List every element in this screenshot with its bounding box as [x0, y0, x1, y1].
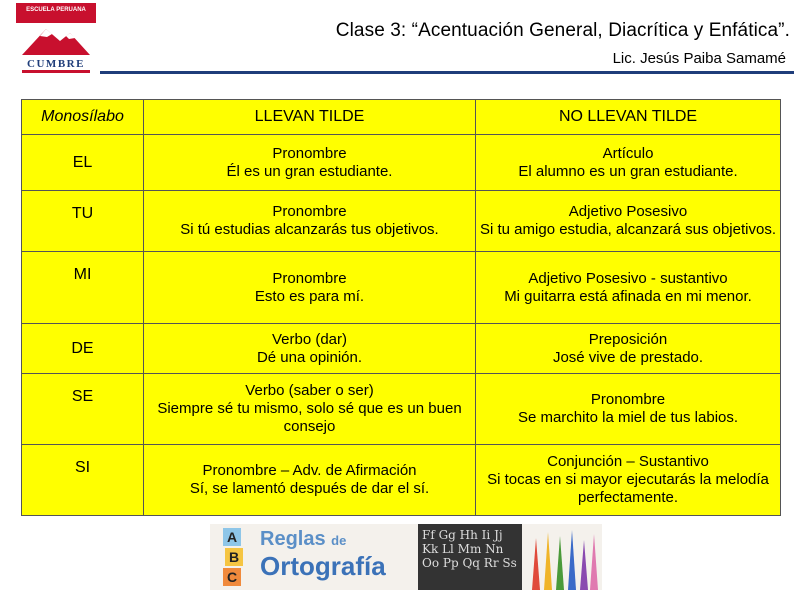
no-tilde-example: Si tu amigo estudia, alcanzará sus objetivos.: [480, 221, 776, 238]
tilde-title: Pronombre: [272, 203, 347, 220]
table-row: [22, 445, 781, 516]
monosilabo-cell: SE: [22, 374, 144, 445]
header-no-llevan-tilde: NO LLEVAN TILDE: [476, 100, 781, 135]
tilde-cell: [144, 135, 476, 191]
logo-text-main: CUMBRE: [27, 58, 85, 70]
no-tilde-cell: [476, 135, 781, 191]
table-row: [22, 374, 781, 445]
tilde-title: Verbo (saber o ser): [245, 382, 374, 399]
tilde-title: Pronombre: [272, 144, 347, 162]
no-tilde-cell: [476, 374, 781, 445]
banner-reglas: Reglas de: [260, 528, 347, 550]
no-tilde-title: Adjetivo Posesivo: [568, 203, 688, 220]
no-tilde-cell: [476, 191, 781, 252]
author-name: Lic. Jesús Paiba Samamé: [612, 50, 786, 67]
table-row: [22, 191, 781, 252]
no-tilde-cell: [476, 252, 781, 324]
abc-blocks-icon: [213, 526, 253, 588]
monosilabo-cell: MI: [22, 252, 144, 324]
no-tilde-example: Mi guitarra está afinada en mi menor.: [504, 287, 752, 305]
monosilabo-cell: TU: [22, 191, 144, 252]
table-row: [22, 135, 781, 191]
tilde-title: Verbo (dar): [271, 330, 348, 348]
tilde-example: Él es un gran estudiante.: [226, 162, 393, 180]
chalkboard: [418, 524, 522, 590]
tilde-example: Siempre sé tu mismo, solo sé que es un buen consejo: [157, 400, 462, 435]
tilde-cell: [144, 374, 476, 445]
logo-text-top: ESCUELA PERUANA: [26, 7, 86, 13]
tilde-cell: [144, 324, 476, 374]
chalkboard-letters: Ff Gg Hh Ii Jj Kk Ll Mm Nn Oo Pp Qq Rr Ss: [422, 528, 517, 570]
block-b: B: [225, 548, 243, 566]
reglas-ortografia-banner: [210, 524, 602, 590]
tilde-title: Pronombre: [272, 269, 347, 287]
monosilabo-cell: DE: [22, 324, 144, 374]
no-tilde-example: Se marchito la miel de tus labios.: [517, 409, 739, 426]
no-tilde-title: Artículo: [602, 144, 654, 162]
header-llevan-tilde: LLEVAN TILDE: [144, 100, 476, 135]
no-tilde-title: Adjetivo Posesivo - sustantivo: [528, 269, 728, 287]
block-a: A: [223, 528, 241, 546]
no-tilde-example: El alumno es un gran estudiante.: [518, 162, 738, 180]
tilde-title: Pronombre – Adv. de Afirmación: [202, 462, 417, 479]
block-c: C: [223, 568, 241, 586]
no-tilde-title: Preposición: [588, 330, 668, 348]
slide-title: Clase 3: “Acentuación General, Diacrítica y Enfática”.: [335, 20, 790, 41]
table-header-row: [22, 100, 781, 135]
monosilabo-cell: SI: [22, 445, 144, 516]
tilde-example: Si tú estudias alcanzarás tus objetivos.: [180, 221, 439, 238]
colored-pencils-icon: [524, 524, 602, 590]
accent-table: [21, 99, 781, 516]
tilde-example: Sí, se lamentó después de dar el sí.: [189, 480, 430, 497]
header-monosilabo: Monosílabo: [22, 100, 144, 135]
no-tilde-example: José vive de prestado.: [552, 348, 704, 366]
tilde-cell: [144, 445, 476, 516]
header-rule: [100, 71, 794, 74]
no-tilde-title: Pronombre: [590, 391, 666, 408]
no-tilde-cell: [476, 324, 781, 374]
monosilabo-cell: EL: [22, 135, 144, 191]
no-tilde-example: Si tocas en si mayor ejecutarás la melodía perfectamente.: [487, 471, 769, 506]
banner-ortografia: Ortografía: [260, 551, 386, 581]
table-row: [22, 324, 781, 374]
tilde-cell: [144, 252, 476, 324]
table-row: [22, 252, 781, 324]
tilde-example: Esto es para mí.: [254, 287, 365, 305]
no-tilde-title: Conjunción – Sustantivo: [547, 453, 709, 470]
school-logo: [16, 3, 96, 76]
no-tilde-cell: [476, 445, 781, 516]
tilde-example: Dé una opinión.: [256, 348, 363, 366]
tilde-cell: [144, 191, 476, 252]
